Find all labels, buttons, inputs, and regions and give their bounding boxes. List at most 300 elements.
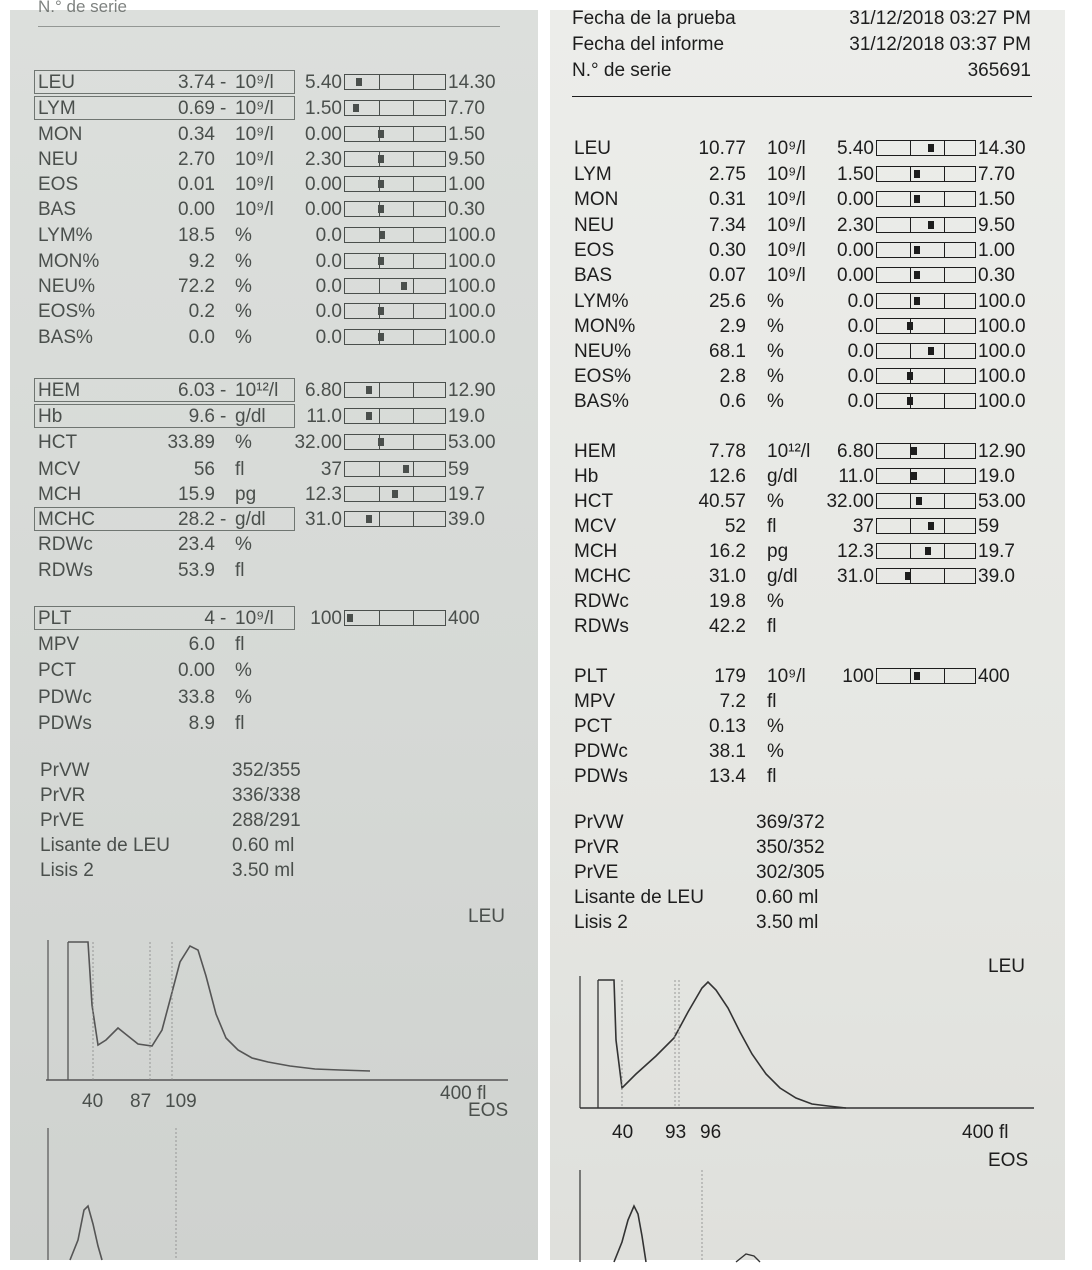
analyte-unit: % bbox=[235, 432, 252, 453]
reference-range-gauge bbox=[344, 610, 446, 626]
analyte-name: HEM bbox=[574, 441, 617, 462]
result-row-hb bbox=[10, 404, 538, 429]
gauge-tick bbox=[944, 217, 945, 233]
analyte-value: 2.8 bbox=[719, 366, 746, 387]
analyte-value: 72.2 bbox=[178, 276, 215, 297]
gauge-tick bbox=[910, 191, 911, 207]
result-row-lym-pct bbox=[10, 223, 538, 248]
result-row-mchc bbox=[550, 564, 1065, 589]
analyte-name: MPV bbox=[574, 691, 616, 712]
gauge-tick bbox=[910, 293, 911, 309]
analyte-name: LYM% bbox=[38, 225, 93, 246]
result-row-pct bbox=[10, 658, 538, 683]
gauge-marker bbox=[378, 130, 384, 138]
reference-low: 5.40 bbox=[837, 138, 874, 159]
gauge-tick bbox=[944, 343, 945, 359]
analyte-unit: fl bbox=[235, 634, 245, 655]
analyte-name: BAS% bbox=[38, 327, 93, 348]
counter-name: PrVW bbox=[40, 760, 90, 781]
gauge-marker bbox=[347, 614, 353, 622]
reference-low: 0.0 bbox=[315, 276, 342, 297]
result-row-neu-pct bbox=[550, 339, 1065, 364]
analyte-value: 0.30 bbox=[709, 240, 746, 261]
gauge-tick bbox=[944, 242, 945, 258]
counter-row-lisante-de-leu bbox=[10, 833, 538, 858]
counter-row-prve bbox=[550, 860, 1065, 885]
gauge-tick bbox=[379, 100, 380, 116]
result-row-bas bbox=[550, 263, 1065, 288]
gauge-tick bbox=[413, 408, 414, 424]
result-row-pdws bbox=[10, 711, 538, 736]
gauge-marker bbox=[914, 195, 920, 203]
analyte-value: 13.4 bbox=[709, 766, 746, 787]
reference-low: 0.0 bbox=[315, 327, 342, 348]
gauge-marker bbox=[378, 333, 384, 341]
leu-tick-end: 400 fl bbox=[440, 1083, 487, 1104]
reference-high: 100.0 bbox=[978, 316, 1026, 337]
gauge-marker bbox=[914, 246, 920, 254]
gauge-marker bbox=[911, 447, 917, 455]
header-value: 365691 bbox=[967, 60, 1031, 81]
reference-low: 2.30 bbox=[837, 215, 874, 236]
gauge-tick bbox=[379, 461, 380, 477]
counter-name: Lisante de LEU bbox=[574, 887, 704, 908]
reference-high: 59 bbox=[448, 459, 470, 480]
result-row-plt bbox=[10, 606, 538, 631]
reference-low: 31.0 bbox=[837, 566, 874, 587]
reference-range-gauge bbox=[876, 468, 976, 484]
result-row-rdwc bbox=[10, 532, 538, 557]
analyte-unit: g/dl bbox=[235, 509, 266, 530]
reference-low: 1.50 bbox=[837, 164, 874, 185]
serial-label-fragment: N.° de serie bbox=[38, 0, 128, 16]
result-row-rdws bbox=[550, 614, 1065, 639]
analyte-name: MPV bbox=[38, 634, 80, 655]
reference-low: 6.80 bbox=[305, 380, 342, 401]
result-row-rdwc bbox=[550, 589, 1065, 614]
gauge-marker bbox=[392, 490, 398, 498]
leu-histogram bbox=[40, 930, 510, 1095]
counter-row-lisante-de-leu bbox=[550, 885, 1065, 910]
reference-low: 0.0 bbox=[847, 366, 874, 387]
reference-low: 6.80 bbox=[837, 441, 874, 462]
reference-range-gauge bbox=[876, 368, 976, 384]
analyte-unit: % bbox=[235, 327, 252, 348]
leu-tick-3: 96 bbox=[700, 1122, 722, 1143]
gauge-tick bbox=[910, 493, 911, 509]
reference-high: 100.0 bbox=[978, 391, 1026, 412]
analyte-unit: % bbox=[767, 741, 784, 762]
gauge-marker bbox=[378, 307, 384, 315]
eos-histogram bbox=[40, 1120, 510, 1260]
analyte-value: 16.2 bbox=[709, 541, 746, 562]
reference-high: 59 bbox=[978, 516, 1000, 537]
analyte-value: 0.07 bbox=[709, 265, 746, 286]
gauge-marker bbox=[378, 257, 384, 265]
analyte-unit: % bbox=[235, 301, 252, 322]
analyte-value: 0.2 bbox=[188, 301, 215, 322]
result-row-mcv bbox=[550, 514, 1065, 539]
analyte-unit: fl bbox=[235, 459, 245, 480]
analyte-value: 33.8 bbox=[178, 687, 215, 708]
reference-high: 19.0 bbox=[448, 406, 485, 427]
counter-name: Lisis 2 bbox=[40, 860, 94, 881]
reference-range-gauge bbox=[344, 227, 446, 243]
reference-range-gauge bbox=[344, 486, 446, 502]
eos-histogram-title: EOS bbox=[988, 1150, 1029, 1171]
analyte-value: 0.13 bbox=[709, 716, 746, 737]
reference-high: 400 bbox=[978, 666, 1010, 687]
analyte-name: NEU bbox=[574, 215, 615, 236]
result-row-leu bbox=[10, 70, 538, 95]
reference-low: 5.40 bbox=[305, 72, 342, 93]
analyte-unit: fl bbox=[235, 713, 245, 734]
reference-range-gauge bbox=[344, 100, 446, 116]
reference-high: 39.0 bbox=[978, 566, 1015, 587]
analyte-value: 9.2 bbox=[188, 251, 215, 272]
counter-row-prvw bbox=[10, 758, 538, 783]
reference-low: 11.0 bbox=[838, 466, 874, 487]
gauge-tick bbox=[910, 267, 911, 283]
reference-range-gauge bbox=[876, 493, 976, 509]
result-row-bas-pct bbox=[10, 325, 538, 350]
analyte-unit: g/dl bbox=[235, 406, 266, 427]
analyte-value: 2.75 bbox=[709, 164, 746, 185]
leu-histogram bbox=[576, 970, 1036, 1120]
abnormal-highlight-box bbox=[34, 96, 295, 120]
gauge-marker bbox=[366, 515, 372, 523]
reference-range-gauge bbox=[876, 242, 976, 258]
analyte-name: Hb bbox=[574, 466, 599, 487]
counter-value: 302/305 bbox=[756, 862, 825, 883]
reference-high: 100.0 bbox=[448, 251, 496, 272]
report-slip-current bbox=[550, 10, 1065, 1260]
reference-range-gauge bbox=[344, 408, 446, 424]
counter-row-lisis-2 bbox=[10, 858, 538, 883]
gauge-marker bbox=[907, 372, 913, 380]
reference-high: 53.00 bbox=[978, 491, 1026, 512]
result-row-hct bbox=[550, 489, 1065, 514]
analyte-unit: 10⁹/l bbox=[767, 189, 806, 210]
result-row-mon-pct bbox=[10, 249, 538, 274]
gauge-marker bbox=[366, 412, 372, 420]
reference-low: 12.3 bbox=[837, 541, 874, 562]
counter-value: 0.60 ml bbox=[232, 835, 295, 856]
out-of-range-flag: - bbox=[220, 608, 227, 629]
eos-histogram-title: EOS bbox=[468, 1100, 509, 1121]
header-row-fecha-de-la-prueba bbox=[550, 6, 1065, 31]
analyte-unit: g/dl bbox=[767, 466, 798, 487]
analyte-unit: 10⁹/l bbox=[235, 199, 274, 220]
counter-name: Lisante de LEU bbox=[40, 835, 170, 856]
abnormal-highlight-box bbox=[34, 70, 295, 94]
reference-low: 37 bbox=[852, 516, 874, 537]
reference-high: 19.0 bbox=[978, 466, 1015, 487]
reference-high: 100.0 bbox=[448, 301, 496, 322]
analyte-value: 25.6 bbox=[709, 291, 746, 312]
gauge-marker bbox=[379, 231, 385, 239]
reference-range-gauge bbox=[344, 151, 446, 167]
gauge-marker bbox=[914, 271, 920, 279]
reference-range-gauge bbox=[876, 668, 976, 684]
reference-low: 1.50 bbox=[305, 98, 342, 119]
reference-high: 7.70 bbox=[448, 98, 485, 119]
analyte-name: PDWs bbox=[574, 766, 628, 787]
leu-tick-2: 93 bbox=[665, 1122, 687, 1143]
reference-low: 0.00 bbox=[837, 240, 874, 261]
result-row-lym-pct bbox=[550, 289, 1065, 314]
analyte-name: PLT bbox=[574, 666, 608, 687]
analyte-name: EOS% bbox=[574, 366, 632, 387]
header-divider bbox=[38, 26, 500, 27]
reference-range-gauge bbox=[876, 166, 976, 182]
gauge-tick bbox=[910, 242, 911, 258]
leu-tick-1: 40 bbox=[82, 1091, 104, 1112]
analyte-unit: 10¹²/l bbox=[235, 380, 279, 401]
analyte-unit: fl bbox=[767, 766, 777, 787]
analyte-name: EOS bbox=[38, 174, 79, 195]
analyte-name: MCH bbox=[574, 541, 618, 562]
result-row-mchc bbox=[10, 507, 538, 532]
reference-high: 12.90 bbox=[978, 441, 1026, 462]
reference-high: 53.00 bbox=[448, 432, 496, 453]
analyte-unit: fl bbox=[767, 516, 777, 537]
analyte-value: 0.6 bbox=[719, 391, 746, 412]
result-row-pdws bbox=[550, 764, 1065, 789]
result-row-hem bbox=[550, 439, 1065, 464]
gauge-tick bbox=[413, 74, 414, 90]
analyte-name: HCT bbox=[574, 491, 614, 512]
reference-low: 0.0 bbox=[315, 301, 342, 322]
gauge-tick bbox=[910, 217, 911, 233]
analyte-name: EOS bbox=[574, 240, 615, 261]
analyte-name: PDWs bbox=[38, 713, 92, 734]
gauge-marker bbox=[925, 547, 931, 555]
reference-high: 400 bbox=[448, 608, 480, 629]
reference-high: 100.0 bbox=[448, 276, 496, 297]
reference-range-gauge bbox=[876, 518, 976, 534]
analyte-name: RDWc bbox=[574, 591, 629, 612]
reference-high: 14.30 bbox=[448, 72, 496, 93]
analyte-name: PDWc bbox=[574, 741, 628, 762]
reference-range-gauge bbox=[344, 303, 446, 319]
analyte-unit: 10⁹/l bbox=[235, 98, 274, 119]
gauge-marker bbox=[907, 397, 913, 405]
reference-range-gauge bbox=[876, 140, 976, 156]
analyte-name: MCV bbox=[574, 516, 617, 537]
reference-high: 12.90 bbox=[448, 380, 496, 401]
gauge-tick bbox=[944, 468, 945, 484]
result-row-mcv bbox=[10, 457, 538, 482]
gauge-tick bbox=[413, 303, 414, 319]
gauge-tick bbox=[910, 166, 911, 182]
reference-range-gauge bbox=[344, 329, 446, 345]
result-row-plt bbox=[550, 664, 1065, 689]
gauge-tick bbox=[910, 668, 911, 684]
analyte-value: 56 bbox=[193, 459, 215, 480]
gauge-marker bbox=[378, 155, 384, 163]
reference-high: 9.50 bbox=[978, 215, 1015, 236]
gauge-tick bbox=[413, 511, 414, 527]
analyte-unit: % bbox=[767, 391, 784, 412]
abnormal-highlight-box bbox=[34, 404, 295, 428]
gauge-marker bbox=[907, 322, 913, 330]
reference-range-gauge bbox=[876, 343, 976, 359]
reference-low: 0.0 bbox=[847, 316, 874, 337]
gauge-tick bbox=[413, 100, 414, 116]
reference-low: 0.0 bbox=[847, 391, 874, 412]
gauge-marker bbox=[916, 497, 922, 505]
analyte-unit: % bbox=[767, 491, 784, 512]
gauge-marker bbox=[401, 282, 407, 290]
reference-low: 0.0 bbox=[847, 341, 874, 362]
reference-high: 19.7 bbox=[978, 541, 1015, 562]
gauge-tick bbox=[944, 668, 945, 684]
analyte-name: LEU bbox=[574, 138, 611, 159]
result-row-neu bbox=[550, 213, 1065, 238]
analyte-name: NEU% bbox=[38, 276, 96, 297]
gauge-tick bbox=[944, 140, 945, 156]
analyte-unit: % bbox=[235, 660, 252, 681]
gauge-tick bbox=[944, 443, 945, 459]
result-row-mon bbox=[550, 187, 1065, 212]
reference-low: 0.00 bbox=[305, 174, 342, 195]
counter-row-prvw bbox=[550, 810, 1065, 835]
gauge-tick bbox=[413, 126, 414, 142]
analyte-value: 8.9 bbox=[188, 713, 215, 734]
reference-range-gauge bbox=[344, 382, 446, 398]
analyte-value: 28.2 bbox=[178, 509, 215, 530]
analyte-value: 7.34 bbox=[709, 215, 746, 236]
gauge-marker bbox=[928, 221, 934, 229]
reference-low: 100 bbox=[842, 666, 874, 687]
reference-low: 32.00 bbox=[826, 491, 874, 512]
analyte-unit: fl bbox=[767, 616, 777, 637]
result-row-lym bbox=[550, 162, 1065, 187]
reference-high: 0.30 bbox=[448, 199, 485, 220]
gauge-tick bbox=[379, 511, 380, 527]
reference-range-gauge bbox=[344, 176, 446, 192]
analyte-unit: % bbox=[767, 366, 784, 387]
reference-low: 0.0 bbox=[315, 251, 342, 272]
result-row-mon-pct bbox=[550, 314, 1065, 339]
reference-high: 100.0 bbox=[448, 327, 496, 348]
result-row-pdwc bbox=[550, 739, 1065, 764]
result-row-bas bbox=[10, 197, 538, 222]
reference-low: 11.0 bbox=[306, 406, 342, 427]
analyte-value: 38.1 bbox=[709, 741, 746, 762]
gauge-tick bbox=[379, 278, 380, 294]
gauge-marker bbox=[911, 472, 917, 480]
result-row-mpv bbox=[550, 689, 1065, 714]
out-of-range-flag: - bbox=[220, 98, 227, 119]
result-row-pdwc bbox=[10, 685, 538, 710]
reference-range-gauge bbox=[344, 74, 446, 90]
analyte-unit: 10⁹/l bbox=[767, 164, 806, 185]
header-row-n-de-serie bbox=[550, 58, 1065, 83]
gauge-marker bbox=[914, 297, 920, 305]
analyte-name: LYM% bbox=[574, 291, 629, 312]
reference-high: 19.7 bbox=[448, 484, 485, 505]
analyte-value: 33.89 bbox=[167, 432, 215, 453]
reference-high: 1.00 bbox=[448, 174, 485, 195]
report-slip-previous bbox=[10, 0, 538, 1260]
gauge-tick bbox=[413, 434, 414, 450]
reference-low: 2.30 bbox=[305, 149, 342, 170]
analyte-value: 4 bbox=[204, 608, 215, 629]
analyte-value: 53.9 bbox=[178, 560, 215, 581]
analyte-unit: % bbox=[767, 316, 784, 337]
analyte-value: 6.0 bbox=[188, 634, 215, 655]
reference-range-gauge bbox=[876, 393, 976, 409]
counter-row-prve bbox=[10, 808, 538, 833]
analyte-value: 0.01 bbox=[178, 174, 215, 195]
analyte-unit: % bbox=[235, 225, 252, 246]
counter-name: PrVW bbox=[574, 812, 624, 833]
gauge-tick bbox=[944, 493, 945, 509]
counter-value: 288/291 bbox=[232, 810, 301, 831]
gauge-tick bbox=[413, 201, 414, 217]
leu-tick-3: 109 bbox=[165, 1091, 197, 1112]
gauge-tick bbox=[413, 486, 414, 502]
gauge-tick bbox=[944, 293, 945, 309]
result-row-mpv bbox=[10, 632, 538, 657]
gauge-marker bbox=[378, 180, 384, 188]
analyte-value: 23.4 bbox=[178, 534, 215, 555]
counter-name: PrVE bbox=[40, 810, 85, 831]
result-row-eos-pct bbox=[550, 364, 1065, 389]
analyte-name: NEU% bbox=[574, 341, 632, 362]
counter-row-lisis-2 bbox=[550, 910, 1065, 935]
analyte-unit: g/dl bbox=[767, 566, 798, 587]
out-of-range-flag: - bbox=[220, 509, 227, 530]
reference-low: 32.00 bbox=[294, 432, 342, 453]
counter-value: 352/355 bbox=[232, 760, 301, 781]
analyte-unit: fl bbox=[235, 560, 245, 581]
reference-low: 0.00 bbox=[837, 189, 874, 210]
gauge-tick bbox=[944, 318, 945, 334]
gauge-tick bbox=[379, 610, 380, 626]
reference-range-gauge bbox=[876, 543, 976, 559]
analyte-unit: 10⁹/l bbox=[235, 174, 274, 195]
gauge-tick bbox=[910, 140, 911, 156]
counter-name: Lisis 2 bbox=[574, 912, 628, 933]
analyte-unit: % bbox=[767, 291, 784, 312]
analyte-unit: 10⁹/l bbox=[235, 149, 274, 170]
analyte-name: LEU bbox=[38, 72, 75, 93]
analyte-name: MON% bbox=[574, 316, 636, 337]
reference-low: 31.0 bbox=[305, 509, 342, 530]
analyte-name: MCV bbox=[38, 459, 81, 480]
gauge-tick bbox=[944, 191, 945, 207]
analyte-name: MON% bbox=[38, 251, 100, 272]
analyte-value: 68.1 bbox=[709, 341, 746, 362]
analyte-value: 0.34 bbox=[178, 124, 215, 145]
analyte-value: 52 bbox=[724, 516, 746, 537]
gauge-tick bbox=[413, 151, 414, 167]
leu-tick-2: 87 bbox=[130, 1091, 152, 1112]
gauge-marker bbox=[914, 672, 920, 680]
reference-low: 100 bbox=[310, 608, 342, 629]
reference-range-gauge bbox=[344, 201, 446, 217]
counter-row-prvr bbox=[10, 783, 538, 808]
analyte-unit: 10⁹/l bbox=[235, 608, 274, 629]
reference-range-gauge bbox=[344, 278, 446, 294]
result-row-mon bbox=[10, 122, 538, 147]
reference-high: 0.30 bbox=[978, 265, 1015, 286]
analyte-value: 0.00 bbox=[178, 660, 215, 681]
gauge-tick bbox=[413, 253, 414, 269]
